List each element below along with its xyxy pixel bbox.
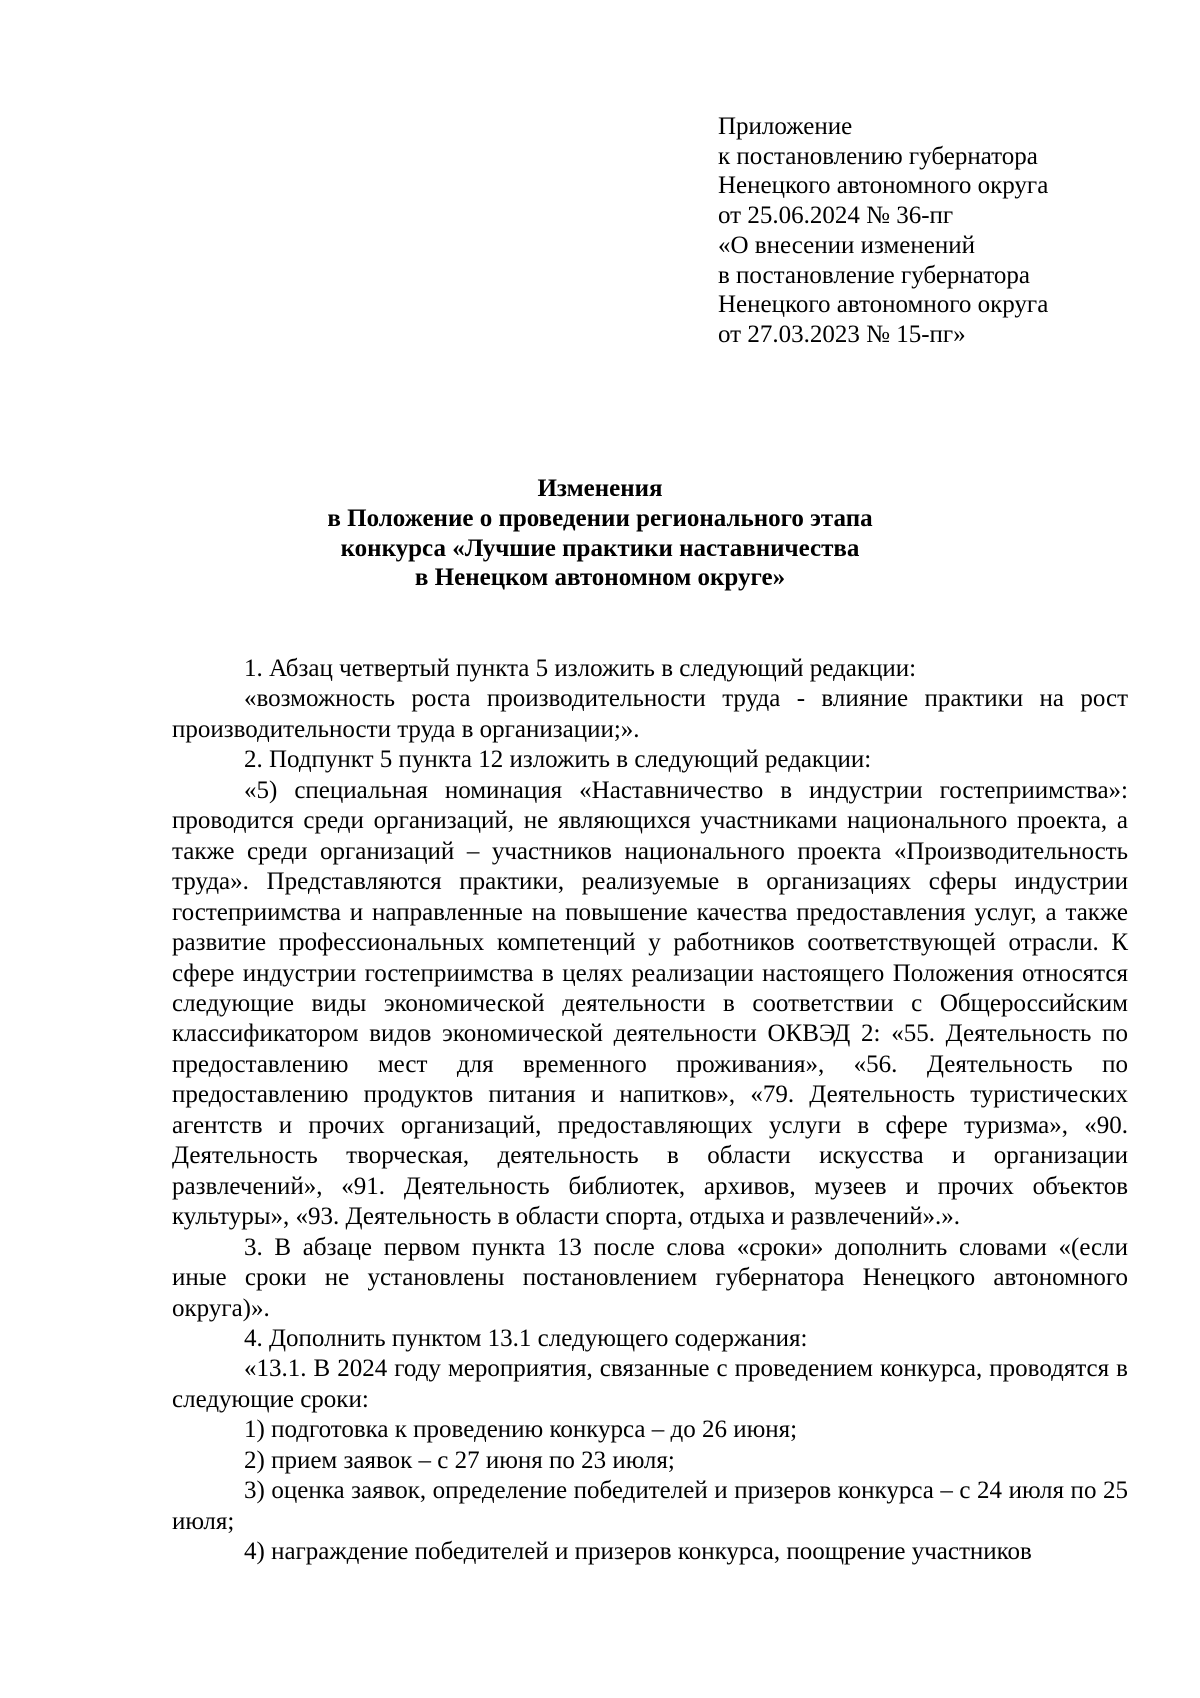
schedule-item-1: 1) подготовка к проведению конкурса – до 26 июня; xyxy=(244,1416,798,1444)
paragraph-item-2-text: «5) специальная номинация «Наставничество в индустрии гостеприимства»: проводится среди организаций, не являющихся участниками национального проекта, а также среди организаций – участников национального проекта «Производительность труда». Представляются практики, реализуемые в организациях сферы индустрии гостеприимства и направленные на повышение качества предоставления услуг, а также развитие профессиональных компетенций у работников соответствующей отрасли. К сфере индустрии гостеприимства в целях реализации настоящего Положения относятся следующие виды экономической деятельности в соответствии с Общероссийским классификатором видов экономической деятельности ОКВЭД 2: «55. Деятельность по предоставлению мест для временного проживания», «56. Деятельность по предоставлению продуктов питания и напитков», «79. Деятельность туристических агентств и прочих организаций, предоставляющих услуги в сфере туризма», «90. Деятельность творческая, деятельность в области искусства и организации развлечений», «91. Деятельность библиотек, архивов, музеев и прочих объектов культуры», «93. Деятельность в области спорта, отдыха и развлечений».». xyxy=(172,776,1128,1231)
schedule-item-3: 3) оценка заявок, определение победителей и призеров конкурса – с 24 июля по 25 июля; xyxy=(172,1477,1128,1535)
document-body xyxy=(172,654,1128,1568)
paragraph-item-1-text: «возможность роста производительности труда - влияние практики на рост производительности труда в организации;». xyxy=(172,685,1128,743)
document-title xyxy=(170,474,1030,593)
paragraph-item-4: 4. Дополнить пунктом 13.1 следующего содержания: xyxy=(244,1324,808,1352)
paragraph-item-2: 2. Подпункт 5 пункта 12 изложить в следующий редакции: xyxy=(244,746,872,774)
appendix-line: к постановлению губернатора xyxy=(718,142,1038,170)
appendix-line: Ненецкого автономного округа xyxy=(718,291,1049,319)
paragraph-item-1: 1. Абзац четвертый пункта 5 изложить в следующий редакции: xyxy=(244,655,917,682)
paragraph-item-3: 3. В абзаце первом пункта 13 после слова «сроки» дополнить словами «(если иные сроки не установлены постановлением губернатора Ненецкого автономного округа)». xyxy=(172,1233,1128,1322)
paragraph-item-4-text: «13.1. В 2024 году мероприятия, связанные с проведением конкурса, проводятся в следующие сроки: xyxy=(172,1355,1128,1413)
schedule-item-4: 4) награждение победителей и призеров конкурса, поощрение участников xyxy=(244,1538,1032,1566)
appendix-line: «О внесении изменений xyxy=(718,231,976,259)
appendix-line: от 27.03.2023 № 15-пг» xyxy=(718,320,966,348)
appendix-header xyxy=(718,112,1048,350)
title-line: Изменения xyxy=(537,475,663,502)
title-line: в Ненецком автономном округе» xyxy=(414,564,786,592)
schedule-item-2: 2) прием заявок – с 27 июня по 23 июля; xyxy=(244,1446,675,1474)
title-line: конкурса «Лучшие практики наставничества xyxy=(340,534,860,562)
appendix-line: в постановление губернатора xyxy=(718,261,1030,289)
title-line: в Положение о проведении регионального этапа xyxy=(327,504,873,532)
appendix-line: Приложение xyxy=(718,113,853,140)
appendix-line: от 25.06.2024 № 36-пг xyxy=(718,202,954,230)
appendix-line: Ненецкого автономного округа xyxy=(718,172,1049,200)
